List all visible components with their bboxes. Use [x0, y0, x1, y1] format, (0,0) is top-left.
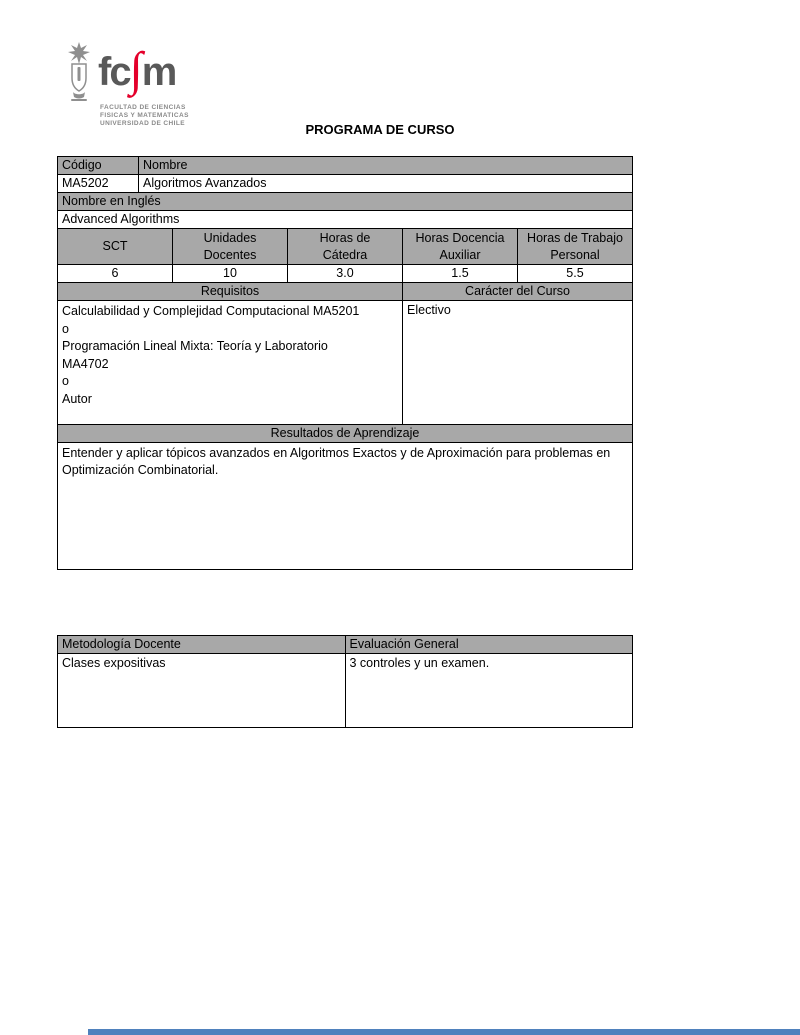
personal-value-cell: 5.5 — [518, 265, 633, 283]
nombre-header-cell: Nombre — [139, 157, 633, 175]
requisitos-header-cell: Requisitos — [58, 283, 403, 301]
auxiliar-header-line2: Auxiliar — [439, 247, 481, 262]
table-row-code-name-values — [58, 175, 633, 193]
table-row-code-name-header — [58, 157, 633, 175]
table-row-method-values — [58, 654, 633, 728]
personal-header-line1: Horas de Trabajo — [527, 230, 623, 245]
course-info-table — [57, 156, 633, 570]
codigo-value-cell: MA5202 — [58, 175, 139, 193]
evaluacion-value-cell: 3 controles y un examen. — [346, 654, 634, 728]
caracter-header-cell: Carácter del Curso — [403, 283, 633, 301]
fcfm-wordmark — [98, 43, 176, 96]
requisito-line: Programación Lineal Mixta: Teoría y Laboratorio — [62, 339, 328, 353]
unidades-value-cell: 10 — [173, 265, 288, 283]
requisito-line: MA4702 — [62, 356, 109, 371]
table-row-english-name-value — [58, 211, 633, 229]
sct-header-line1: SCT — [102, 239, 128, 253]
metodologia-value-cell: Clases expositivas — [58, 654, 346, 728]
unidades-header-line2: Docentes — [203, 247, 257, 262]
table-row-method-header — [58, 636, 633, 654]
sct-header-cell — [58, 229, 173, 265]
table-row-requisitos-values — [58, 301, 633, 425]
logo-caption-line1: FACULTAD DE CIENCIAS — [100, 104, 186, 111]
caracter-value-cell: Electivo — [403, 301, 633, 425]
nombre-value-cell: Algoritmos Avanzados — [139, 175, 633, 193]
codigo-header-cell: Código — [58, 157, 139, 175]
table-row-requisitos-header — [58, 283, 633, 301]
horas-docencia-auxiliar-header-cell — [403, 229, 518, 265]
requisito-line: Autor — [62, 391, 92, 406]
horas-trabajo-personal-header-cell — [518, 229, 633, 265]
catedra-header-line2: Cátedra — [322, 247, 368, 262]
catedra-header-line1: Horas de — [319, 230, 371, 245]
table-row-resultados-header — [58, 425, 633, 443]
requisitos-value-cell — [58, 301, 403, 425]
resultados-header-cell: Resultados de Aprendizaje — [58, 425, 633, 443]
resultados-value-cell: Entender y aplicar tópicos avanzados en Algoritmos Exactos y de Aproximación para problemas en Optimización Combinatorial. — [58, 443, 633, 570]
requisito-line: o — [62, 374, 69, 388]
metodologia-header-cell: Metodología Docente — [58, 636, 346, 654]
wordmark-m: m — [141, 50, 176, 94]
logo-caption-line2: FISICAS Y MATEMATICAS — [100, 112, 189, 120]
auxiliar-value-cell: 1.5 — [403, 265, 518, 283]
requisito-line: Calculabilidad y Complejidad Computacional MA5201 — [62, 304, 360, 318]
table-row-english-name-header — [58, 193, 633, 211]
evaluacion-header-cell: Evaluación General — [346, 636, 634, 654]
unidades-header-line1: Unidades — [203, 230, 257, 245]
nombre-ingles-value-cell: Advanced Algorithms — [58, 211, 633, 229]
auxiliar-header-line1: Horas Docencia — [415, 230, 505, 245]
sct-value-cell: 6 — [58, 265, 173, 283]
footer-blue-bar — [88, 1029, 800, 1035]
requisito-line: o — [62, 321, 69, 336]
horas-catedra-header-cell — [288, 229, 403, 265]
table-row-hours-header — [58, 229, 633, 265]
table-row-resultados-value — [58, 443, 633, 570]
wordmark-integral: ∫ — [129, 43, 143, 96]
methodology-evaluation-table — [57, 635, 633, 728]
catedra-value-cell: 3.0 — [288, 265, 403, 283]
logo-caption-line3: UNIVERSIDAD DE CHILE — [100, 120, 185, 128]
personal-header-line2: Personal — [550, 247, 600, 262]
university-crest-icon — [64, 42, 94, 102]
page-title: PROGRAMA DE CURSO — [305, 122, 455, 137]
fcfm-logo — [64, 42, 189, 128]
table-row-hours-values — [58, 265, 633, 283]
nombre-ingles-header-cell: Nombre en Inglés — [58, 193, 633, 211]
unidades-docentes-header-cell — [173, 229, 288, 265]
wordmark-fc: fc — [98, 50, 130, 94]
